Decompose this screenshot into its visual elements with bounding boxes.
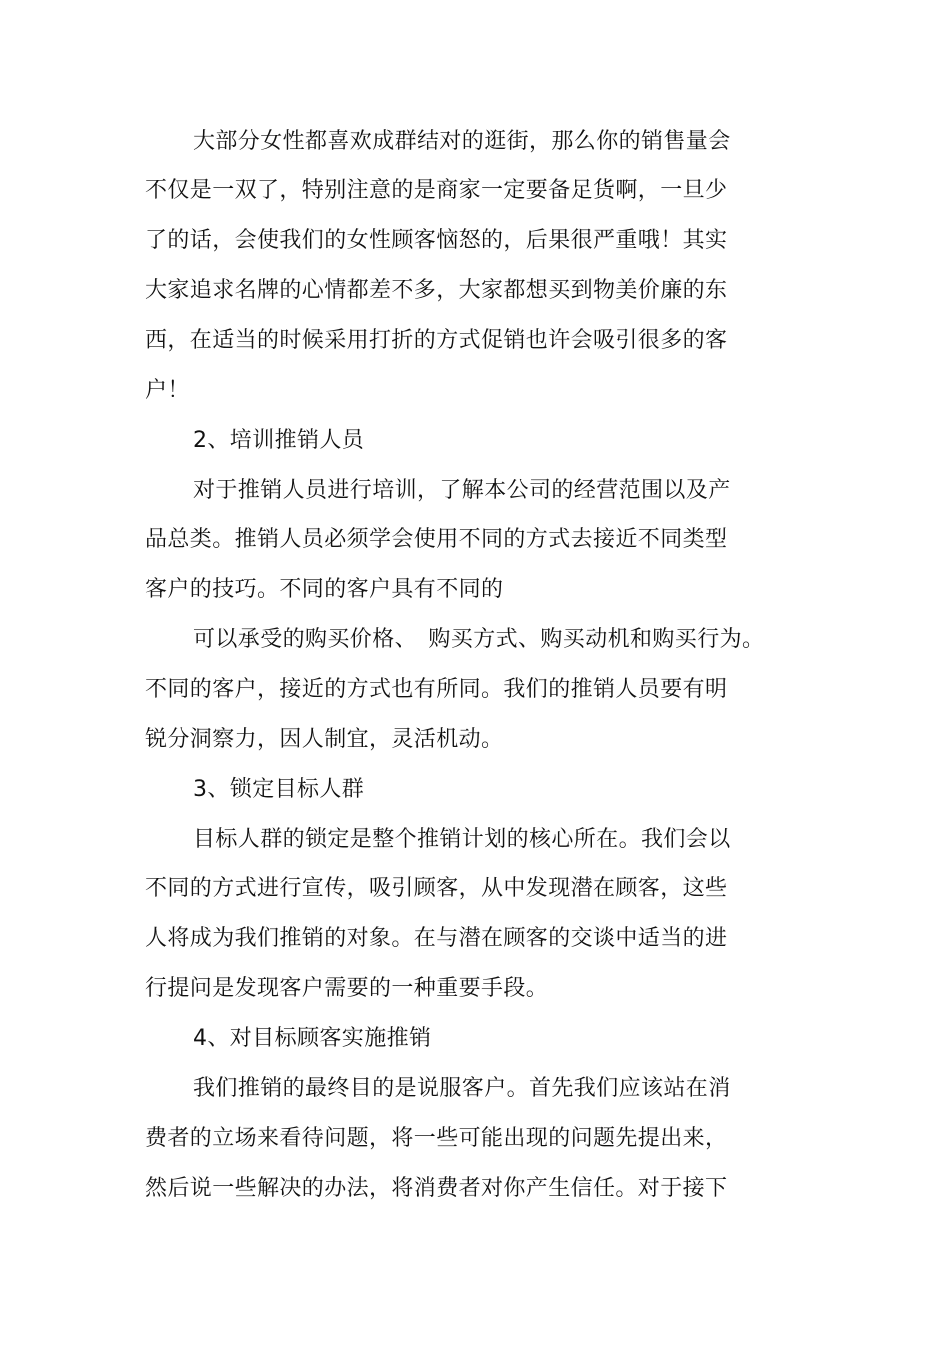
- paragraph-line: 西，在适当的时候采用打折的方式促销也许会吸引很多的客: [145, 328, 728, 353]
- paragraph-line: 可以承受的购买价格、 购买方式、购买动机和购买行为。: [193, 627, 765, 652]
- paragraph-line: 不同的客户，接近的方式也有所同。我们的推销人员要有明: [145, 677, 728, 702]
- paragraph-line: 不同的方式进行宣传，吸引顾客，从中发现潜在顾客，这些: [145, 876, 728, 901]
- paragraph-line: 客户的技巧。不同的客户具有不同的: [145, 577, 504, 602]
- paragraph-line: 目标人群的锁定是整个推销计划的核心所在。我们会以: [193, 827, 731, 852]
- paragraph-line: 费者的立场来看待问题，将一些可能出现的问题先提出来，: [145, 1126, 728, 1151]
- paragraph-line: 品总类。推销人员必须学会使用不同的方式去接近不同类型: [145, 527, 728, 552]
- paragraph-line: 行提问是发现客户需要的一种重要手段。: [145, 976, 549, 1001]
- paragraph-line: 不仅是一双了，特别注意的是商家一定要备足货啊，一旦少: [145, 178, 728, 203]
- paragraph-line: 锐分洞察力，因人制宜，灵活机动。: [145, 727, 504, 752]
- paragraph-line: 人将成为我们推销的对象。在与潜在顾客的交谈中适当的进: [145, 926, 728, 951]
- paragraph-line: 户！: [145, 378, 190, 403]
- paragraph-line: 对于推销人员进行培训，了解本公司的经营范围以及产: [193, 478, 731, 503]
- section-heading: 3、锁定目标人群: [193, 777, 365, 802]
- paragraph-line: 大家追求名牌的心情都差不多，大家都想买到物美价廉的东: [145, 278, 728, 303]
- paragraph-line: 了的话，会使我们的女性顾客恼怒的，后果很严重哦！其实: [145, 228, 728, 253]
- section-heading: 2、培训推销人员: [193, 428, 365, 453]
- section-heading: 4、对目标顾客实施推销: [193, 1026, 432, 1051]
- paragraph-line: 然后说一些解决的办法，将消费者对你产生信任。对于接下: [145, 1176, 728, 1201]
- paragraph-line: 大部分女性都喜欢成群结对的逛街，那么你的销售量会: [193, 129, 731, 154]
- paragraph-line: 我们推销的最终目的是说服客户。首先我们应该站在消: [193, 1076, 731, 1101]
